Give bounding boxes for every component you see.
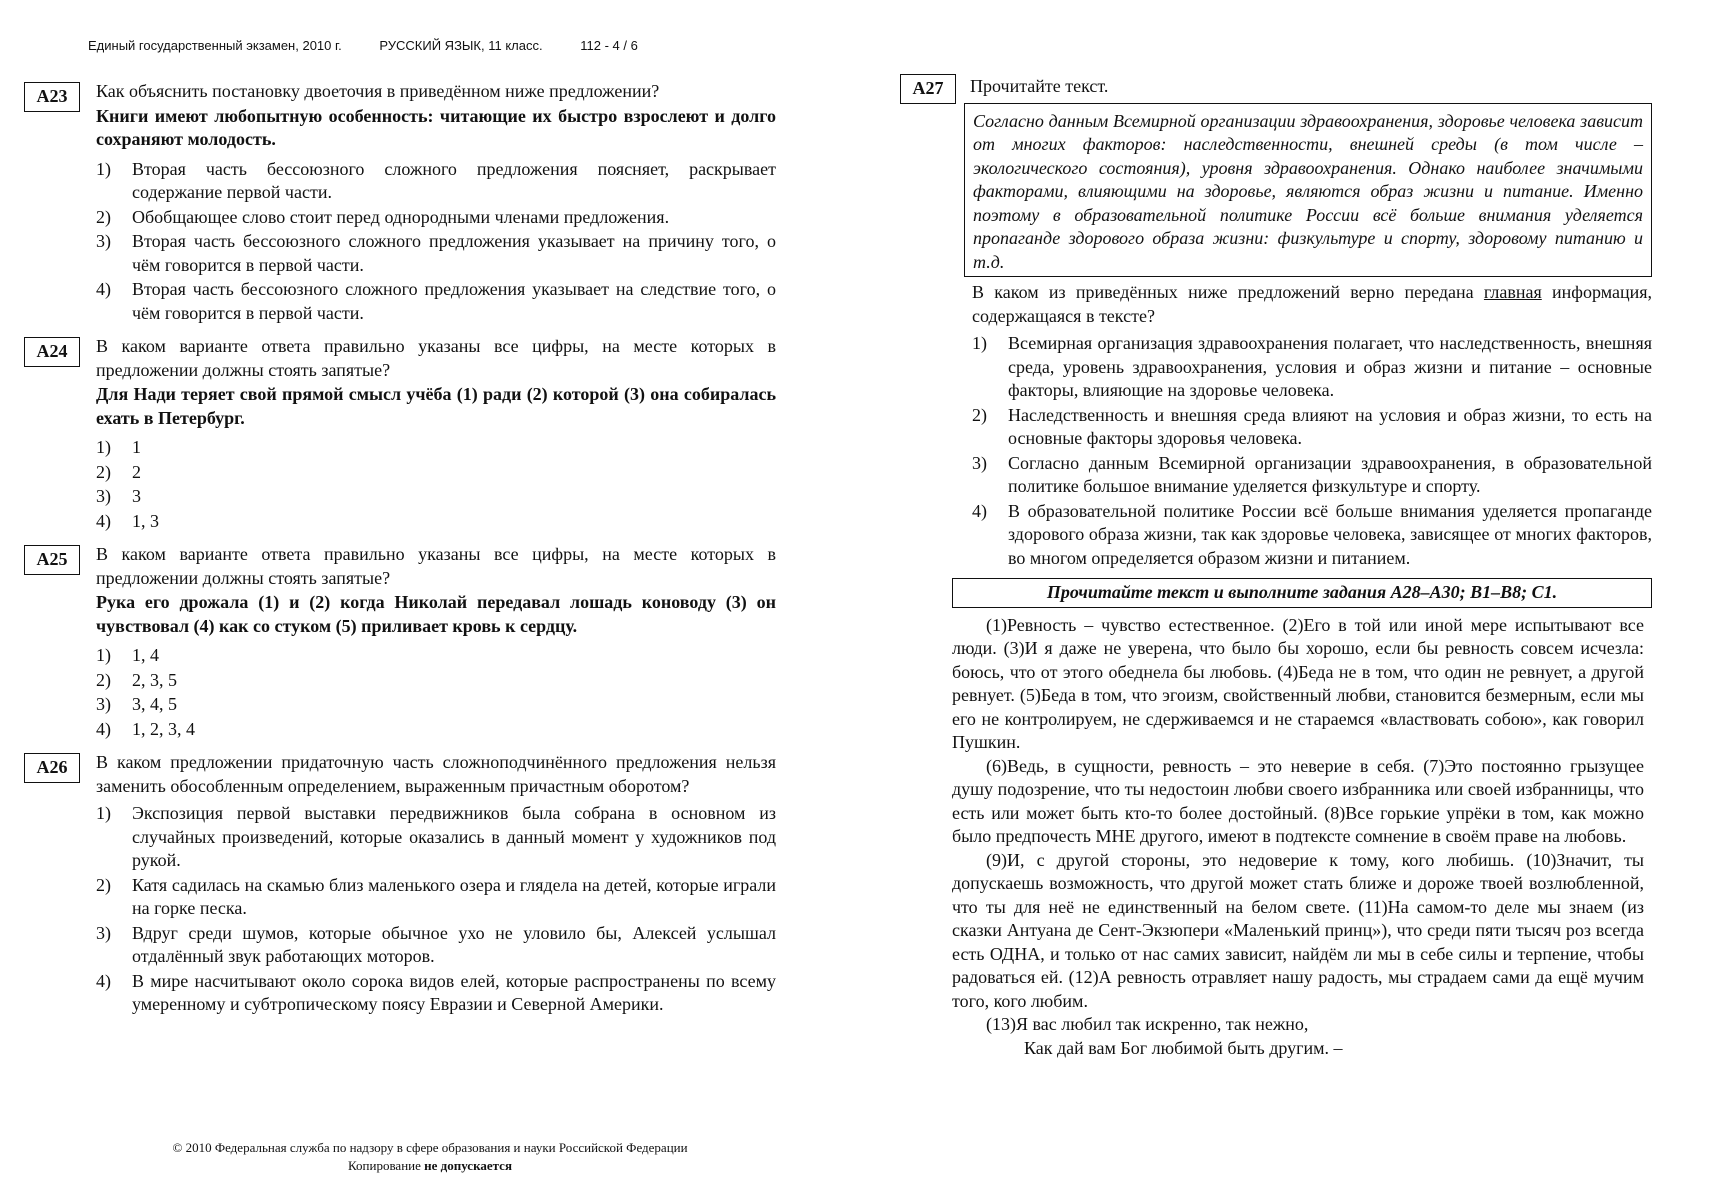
answer-option-4: 4) В образовательной политике России всё больше внимания уделяется пропаганде здорового образа жизни, так как здоровье человека, зависящее от многих факторов, во многом определяется образом жизни и питанием.: [972, 500, 1652, 568]
answer-option-2: 2) Катя садилась на скамью близ маленького озера и глядела на детей, которые играли на горке песка.: [96, 874, 776, 918]
task-label-a24: A24: [24, 337, 80, 367]
answer-option-2: 2) Наследственность и внешняя среда влияют на условия и образ жизни, то есть на основные факторы здоровья человека.: [972, 404, 1652, 448]
left-column: [24, 80, 776, 1027]
answer-options: [96, 644, 776, 741]
answer-option-3: 3) Согласно данным Всемирной организации здравоохранения, в образовательной политике большое внимание уделяется физкультуре и спорту.: [972, 452, 1652, 496]
answer-option-1: 1) 1: [96, 437, 141, 457]
task-a26: [24, 751, 776, 1017]
answer-option-1: 1) 1, 4: [96, 645, 159, 665]
answer-options: [96, 436, 776, 533]
answer-options: [96, 802, 776, 1017]
task-sentence: Для Нади теряет свой прямой смысл учёба (1) ради (2) которой (3) она собиралась ехать в Петербург.: [96, 384, 776, 428]
passage-paragraph-2: (6)Ведь, в сущности, ревность – это неверие в себя. (7)Это постоянно грызущее душу подозрение, что ты недостоин любви своего избранника или своей избранницы, что есть или может быть кто-то более достойный. (8)Все горькие упрёки в том, как можно было предпочесть МНЕ другого, имеют в подтексте сомнение в своём праве на любовь.: [952, 755, 1644, 846]
answer-option-4: 4) 1, 2, 3, 4: [96, 718, 195, 739]
copy-notice: Копирование не допускается: [348, 1158, 512, 1173]
task-a23: [24, 80, 776, 325]
task-question: В каком предложении придаточную часть сложноподчинённого предложения нельзя заменить обособленным определением, выраженным причастным оборотом?: [96, 752, 776, 796]
answer-option-3: 3) 3, 4, 5: [96, 694, 177, 714]
answer-option-1: 1) Экспозиция первой выставки передвижников была собрана в основном из случайных произведений, которые оказались в данный момент у художников под рукой.: [96, 803, 776, 870]
poem-line-1: (13)Я вас любил так искренно, так нежно,: [986, 1014, 1309, 1034]
answer-option-2: 2) 2: [96, 461, 141, 482]
answer-option-1: 1) Вторая часть бессоюзного сложного предложения поясняет, раскрывает содержание первой части.: [96, 158, 776, 202]
poem-line-2: Как дай вам Бог любимой быть другим. –: [1024, 1037, 1343, 1058]
task-label-a26: A26: [24, 753, 80, 783]
answer-option-3: 3) 3: [96, 486, 141, 506]
page-footer: [0, 1139, 860, 1175]
answer-option-2: 2) Обобщающее слово стоит перед однородными членами предложения.: [96, 206, 670, 227]
underlined-word: главная: [1483, 282, 1542, 302]
answer-option-4: 4) 1, 3: [96, 510, 159, 531]
task-a27: [900, 72, 1650, 99]
subject-title: РУССКИЙ ЯЗЫК, 11 класс.: [379, 38, 543, 53]
quote-box: Согласно данным Всемирной организации здравоохранения, здоровье человека зависит от многих факторов: наследственности, внешней среды (в том числе – экологического состояния), уровня здравоохранения. Однако наиболее значимыми факторами, влияющими на здоровье, являются образ жизни и питание. Именно поэтому в образовательной политике России всё больше внимания уделяется пропаганде здорового образа жизни: физкультуре и спорту, здоровому питанию и т.д.: [964, 103, 1652, 278]
answer-option-1: 1) Всемирная организация здравоохранения полагает, что наследственность, внешняя среда, уровень здравоохранения, условия и образ жизни и питание – основные факторы, влияющие на здоровье человека.: [972, 333, 1652, 400]
task-question: В каком варианте ответа правильно указаны все цифры, на месте которых в предложении должны стоять запятые?: [96, 544, 776, 588]
task-a25: [24, 543, 776, 741]
passage-paragraph-3: (9)И, с другой стороны, это недоверие к тому, кого любишь. (10)Значит, ты допускаешь возможность, что другой может стать ближе и дороже твоей возлюбленной, что ты для неё не единственный на белом свете. (11)На самом-то деле мы знаем (из сказки Антуана де Сент-Экзюпери «Маленький принц»), что среди пяти тысяч роз всегда есть ОДНА, и только от нас самих зависит, найдём ли мы в себе силы и терпение, чтобы радоваться ей. (12)А ревность отравляет нашу радость, мы страдаем сами да ещё мучим того, кого любим.: [952, 849, 1644, 1011]
page-number: 112 - 4 / 6: [580, 38, 638, 53]
task-question: Как объяснить постановку двоеточия в приведённом ниже предложении?: [96, 81, 660, 101]
task-label-a25: A25: [24, 545, 80, 575]
answer-option-3: 3) Вторая часть бессоюзного сложного предложения указывает на причину того, о чём говорится в первой части.: [96, 231, 776, 275]
answer-option-4: 4) В мире насчитывают около сорока видов елей, которые распространены по всему умеренному и субтропическому поясу Евразии и Северной Америки.: [96, 970, 776, 1014]
right-column: [900, 72, 1650, 1060]
passage-paragraph-1: (1)Ревность – чувство естественное. (2)Его в той или иной мере испытывают все люди. (3)И я даже не уверена, что было бы хорошо, если бы ревность совсем исчезла: боюсь, что от этого обеднела бы любовь. (4)Беда не в том, что один не ревнует, а другой ревнует. (5)Беда в том, что эгоизм, свойственный любви, становится безмерным, если мы его не контролируем, не сдерживаемся и не стараемся «властвовать собою», как говорил Пушкин.: [952, 614, 1644, 752]
task-a24: [24, 335, 776, 533]
page-header: [88, 38, 672, 53]
task-label-a23: A23: [24, 82, 80, 112]
answer-options: [964, 332, 1652, 570]
task-intro: Прочитайте текст.: [970, 76, 1109, 96]
task-question: В каком варианте ответа правильно указаны все цифры, на месте которых в предложении должны стоять запятые?: [96, 336, 776, 380]
answer-option-3: 3) Вдруг среди шумов, которые обычное ухо не уловило бы, Алексей услышал отдалённый звук работающих моторов.: [96, 922, 776, 966]
task-sentence: Книги имеют любопытную особенность: читающие их быстро взрослеют и долго сохраняют молодость.: [96, 105, 776, 149]
answer-option-4: 4) Вторая часть бессоюзного сложного предложения указывает на следствие того, о чём говорится в первой части.: [96, 279, 776, 323]
task-question: В каком из приведённых ниже предложений верно передана главная информация, содержащаяся в тексте?: [972, 282, 1652, 326]
answer-options: [96, 158, 776, 326]
exam-title: Единый государственный экзамен, 2010 г.: [88, 38, 342, 53]
answer-option-2: 2) 2, 3, 5: [96, 669, 177, 690]
copyright-line: © 2010 Федеральная служба по надзору в сфере образования и науки Российской Федерации: [172, 1140, 688, 1155]
instruction-box: Прочитайте текст и выполните задания А28–А30; В1–В8; С1.: [952, 578, 1652, 608]
task-sentence: Рука его дрожала (1) и (2) когда Николай передавал лошадь коноводу (3) он чувствовал (4) как со стуком (5) приливает кровь к сердцу.: [96, 592, 776, 636]
task-label-a27: A27: [900, 74, 956, 104]
